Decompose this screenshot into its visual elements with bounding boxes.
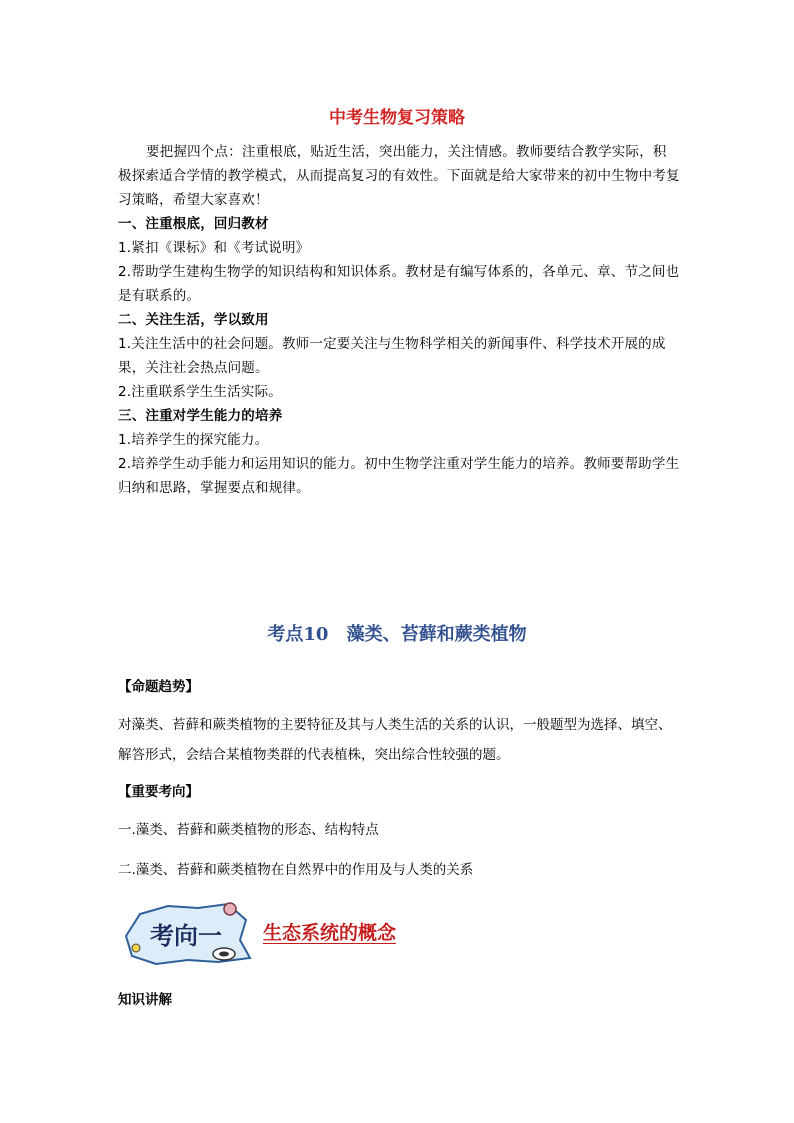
trend-text: 对藻类、苔藓和蕨类植物的主要特征及其与人类生活的关系的认识，一般题型为选择、填空、解答形式，会结合某植物类群的代表植株，突出综合性较强的题。 [118,717,672,763]
section-2-item: 2.注重联系学生生活实际。 [118,384,282,400]
exam-point-title [0,620,794,646]
exam-point-topic: 藻类、苔藓和蕨类植物 [346,624,527,645]
section-1-heading: 一、注重根底，回归教材 [118,216,269,232]
document-title: 中考生物复习策略 [329,108,465,128]
section-3-item: 2.培养学生动手能力和运用知识的能力。初中生物学注重对学生能力的培养。教师要帮助学生归纳和思路，掌握要点和规律。 [118,456,680,496]
section-3-heading: 三、注重对学生能力的培养 [118,408,283,424]
strategy-body [118,140,680,500]
direction-topic-link: 生态系统的概念 [263,922,397,944]
badge-label: 考向一 [150,921,222,950]
section-2-heading: 二、关注生活，学以致用 [118,312,269,328]
knowledge-heading: 知识讲解 [118,992,172,1008]
intro-paragraph: 要把握四个点：注重根底，贴近生活，突出能力，关注情感。教师要结合教学实际，积极探索适合学情的教学模式，从而提高复习的有效性。下面就是给大家带来的初中生物中考复习策略，希望大家喜欢！ [118,144,680,208]
section-1-item: 2.帮助学生建构生物学的知识结构和知识体系。教材是有编写体系的，各单元、章、节之间也是有联系的。 [118,264,680,304]
direction-item: 二.藻类、苔藓和蕨类植物在自然界中的作用及与人类的关系 [118,862,474,878]
exam-point-label: 考点10 [267,624,329,645]
trend-heading: 【命题趋势】 [118,679,199,695]
section-3-item: 1.培养学生的探究能力。 [118,432,269,448]
direction-heading: 【重要考向】 [118,784,199,800]
section-2-item: 1.关注生活中的社会问题。教师一定要关注与生物科学相关的新闻事件、科学技术开展的成果，关注社会热点问题。 [118,336,666,376]
badge-decoration [118,900,258,968]
direction-item: 一.藻类、苔藓和蕨类植物的形态、结构特点 [118,822,379,838]
section-1-item: 1.紧扣《课标》和《考试说明》 [118,240,310,256]
exam-direction-badge [118,900,258,968]
